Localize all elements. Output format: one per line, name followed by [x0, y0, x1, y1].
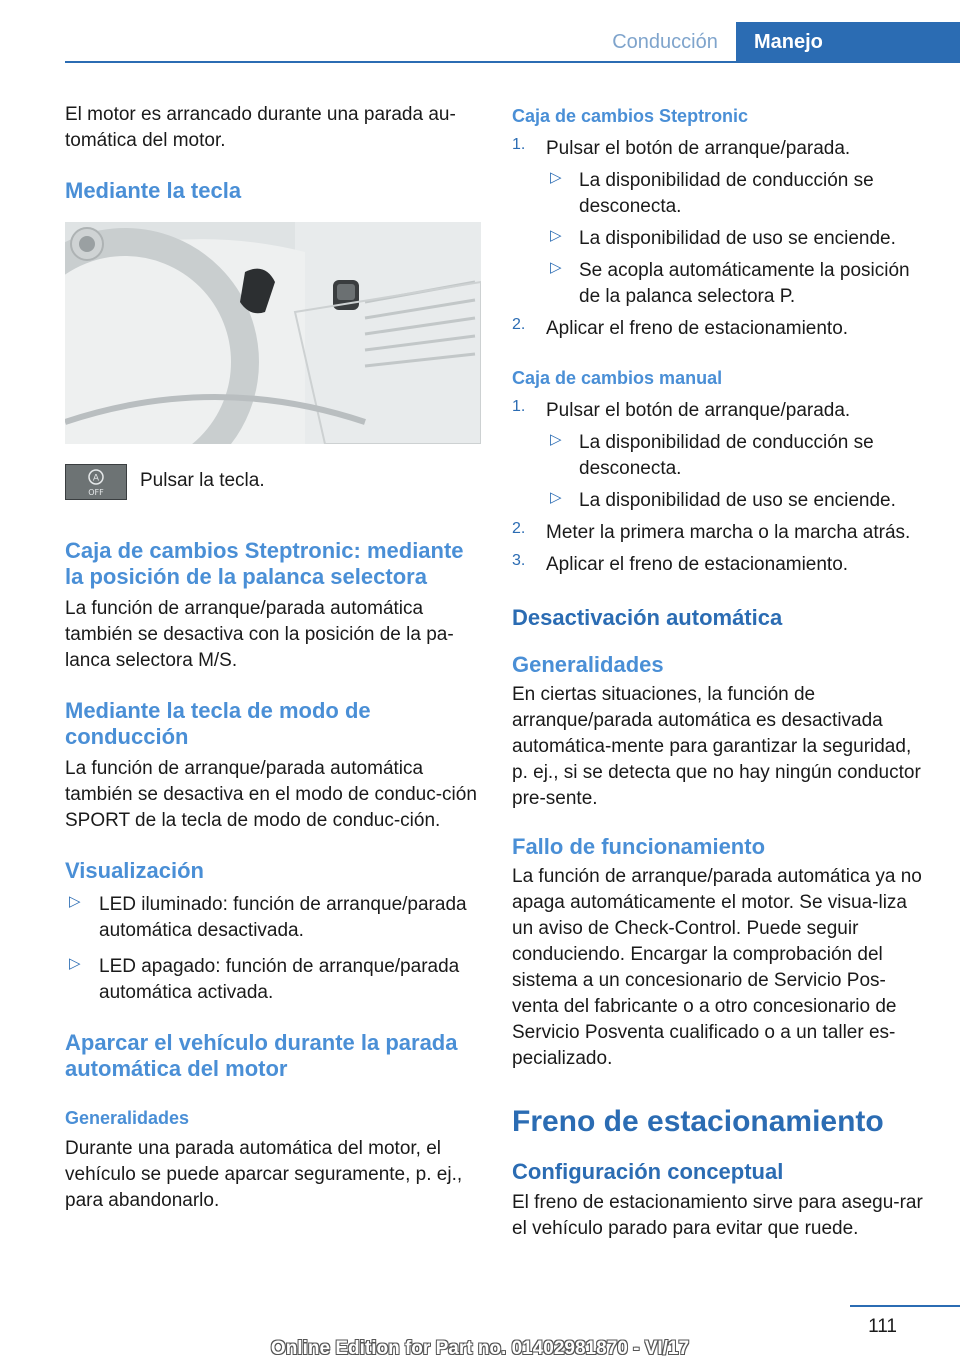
heading-desactivacion: Desactivación automática	[512, 605, 783, 630]
dashboard-photo	[65, 222, 481, 444]
step-number: 1.	[512, 398, 526, 415]
heading-driving-mode: Mediante la tecla de modo de conducción	[65, 698, 371, 749]
section-tab: Conducción	[612, 31, 718, 53]
heading-configuracion: Configuración conceptual	[512, 1159, 784, 1184]
paragraph-fallo: La función de arranque/parada automática ya no apaga automáticamente el motor. Se visua‐liza un aviso de Check-Control. Puede seguir conduciendo. Encargar la comprobación del sistema a un concesionario de Servicio Pos‐venta del fabricante o a otro concesionario de Servicio Posventa cualificado o a un taller es‐pecializado.	[512, 866, 922, 1069]
step-number: 3.	[512, 552, 526, 569]
bullet-triangle-icon: ▷	[550, 259, 562, 276]
list-item	[512, 430, 932, 482]
heading-manual: Caja de cambios manual	[512, 368, 723, 388]
edition-footer: Online Edition for Part no. 01402981870 - VI/17	[270, 1338, 690, 1359]
list-item-text: Aplicar el freno de estacionamiento.	[546, 554, 849, 575]
bullet-triangle-icon: ▷	[69, 893, 81, 910]
list-item-text: Pulsar el botón de arranque/parada.	[546, 138, 851, 159]
page-header	[0, 0, 960, 62]
heading-visualizacion: Visualización	[65, 858, 204, 883]
list-item	[512, 488, 932, 514]
list-item-text: Aplicar el freno de estacionamiento.	[546, 318, 849, 339]
paragraph-aparcar: Durante una parada automática del motor, el vehículo se puede aparcar seguramente, p. ej., para abandonarlo.	[65, 1138, 463, 1211]
step-number: 1.	[512, 136, 526, 153]
heading-generalidades-right: Generalidades	[512, 652, 664, 677]
heading-mediante-tecla: Mediante la tecla	[65, 178, 242, 203]
icon-caption: Pulsar la tecla.	[140, 470, 265, 491]
list-item-text: LED apagado: función de arranque/parada automática activada.	[99, 956, 460, 1003]
footer-rule	[850, 1305, 960, 1307]
bullet-triangle-icon: ▷	[550, 489, 562, 506]
list-item	[65, 954, 481, 1006]
bullet-triangle-icon: ▷	[550, 431, 562, 448]
list-item	[512, 398, 932, 424]
list-item	[512, 168, 932, 220]
paragraph-steptronic-selector: La función de arranque/parada automática también se desactiva con la posición de la pa‐lanca selectora M/S.	[65, 598, 454, 671]
page-number: 111	[868, 1316, 897, 1337]
header-rule	[65, 61, 960, 63]
list-item	[512, 552, 932, 578]
list-item-text: Se acopla automáticamente la posición de la palanca selectora P.	[579, 260, 910, 307]
list-item-text: La disponibilidad de uso se enciende.	[579, 228, 896, 249]
list-item-text: La disponibilidad de uso se enciende.	[579, 490, 896, 511]
heading-steptronic-selector: Caja de cambios Steptronic: mediante la posición de la palanca selectora	[65, 538, 464, 589]
paragraph-configuracion: El freno de estacionamiento sirve para asegu‐rar el vehículo parado para evitar que ruede.	[512, 1192, 923, 1239]
bullet-triangle-icon: ▷	[550, 227, 562, 244]
list-item-text: La disponibilidad de conducción se desconecta.	[579, 170, 874, 217]
right-column	[512, 100, 932, 1242]
bullet-triangle-icon: ▷	[69, 955, 81, 972]
list-item	[512, 520, 932, 546]
heading-fallo: Fallo de funcionamiento	[512, 834, 766, 859]
bullet-triangle-icon: ▷	[550, 169, 562, 186]
intro-paragraph: El motor es arrancado durante una parada au‐tomática del motor.	[65, 104, 456, 151]
list-item-text: Pulsar el botón de arranque/parada.	[546, 400, 851, 421]
heading-generalidades-left: Generalidades	[65, 1108, 190, 1128]
list-item	[512, 316, 932, 342]
heading-aparcar: Aparcar el vehículo durante la parada automática del motor	[65, 1030, 458, 1081]
off-icon-glyph: A	[92, 473, 100, 484]
step-number: 2.	[512, 520, 526, 537]
list-item-text: La disponibilidad de conducción se desconecta.	[579, 432, 874, 479]
off-icon-label: OFF	[88, 488, 104, 497]
list-item	[512, 226, 932, 252]
heading-freno: Freno de estacionamiento	[512, 1105, 884, 1138]
list-item	[512, 136, 932, 162]
list-item	[512, 258, 932, 310]
dashboard-illustration	[65, 222, 481, 444]
heading-steptronic: Caja de cambios Steptronic	[512, 106, 749, 126]
auto-start-stop-off-icon	[65, 464, 127, 500]
off-button-row	[65, 464, 481, 508]
left-column	[65, 100, 481, 1214]
list-item-text: LED iluminado: función de arranque/parada automática desactivada.	[99, 894, 467, 941]
step-number: 2.	[512, 316, 526, 333]
paragraph-driving-mode: La función de arranque/parada automática también se desactiva en el modo de conduc‐ción SPORT de la tecla de modo de conduc‐ción.	[65, 758, 477, 831]
chapter-tab: Manejo	[736, 22, 960, 62]
paragraph-generalidades: En ciertas situaciones, la función de arranque/parada automática es desactivada automática‐mente para garantizar la seguridad, p. ej., si se detecta que no hay ningún conductor pre‐sente.	[512, 684, 921, 809]
list-item	[65, 892, 481, 944]
list-item-text: Meter la primera marcha o la marcha atrás.	[546, 522, 911, 543]
